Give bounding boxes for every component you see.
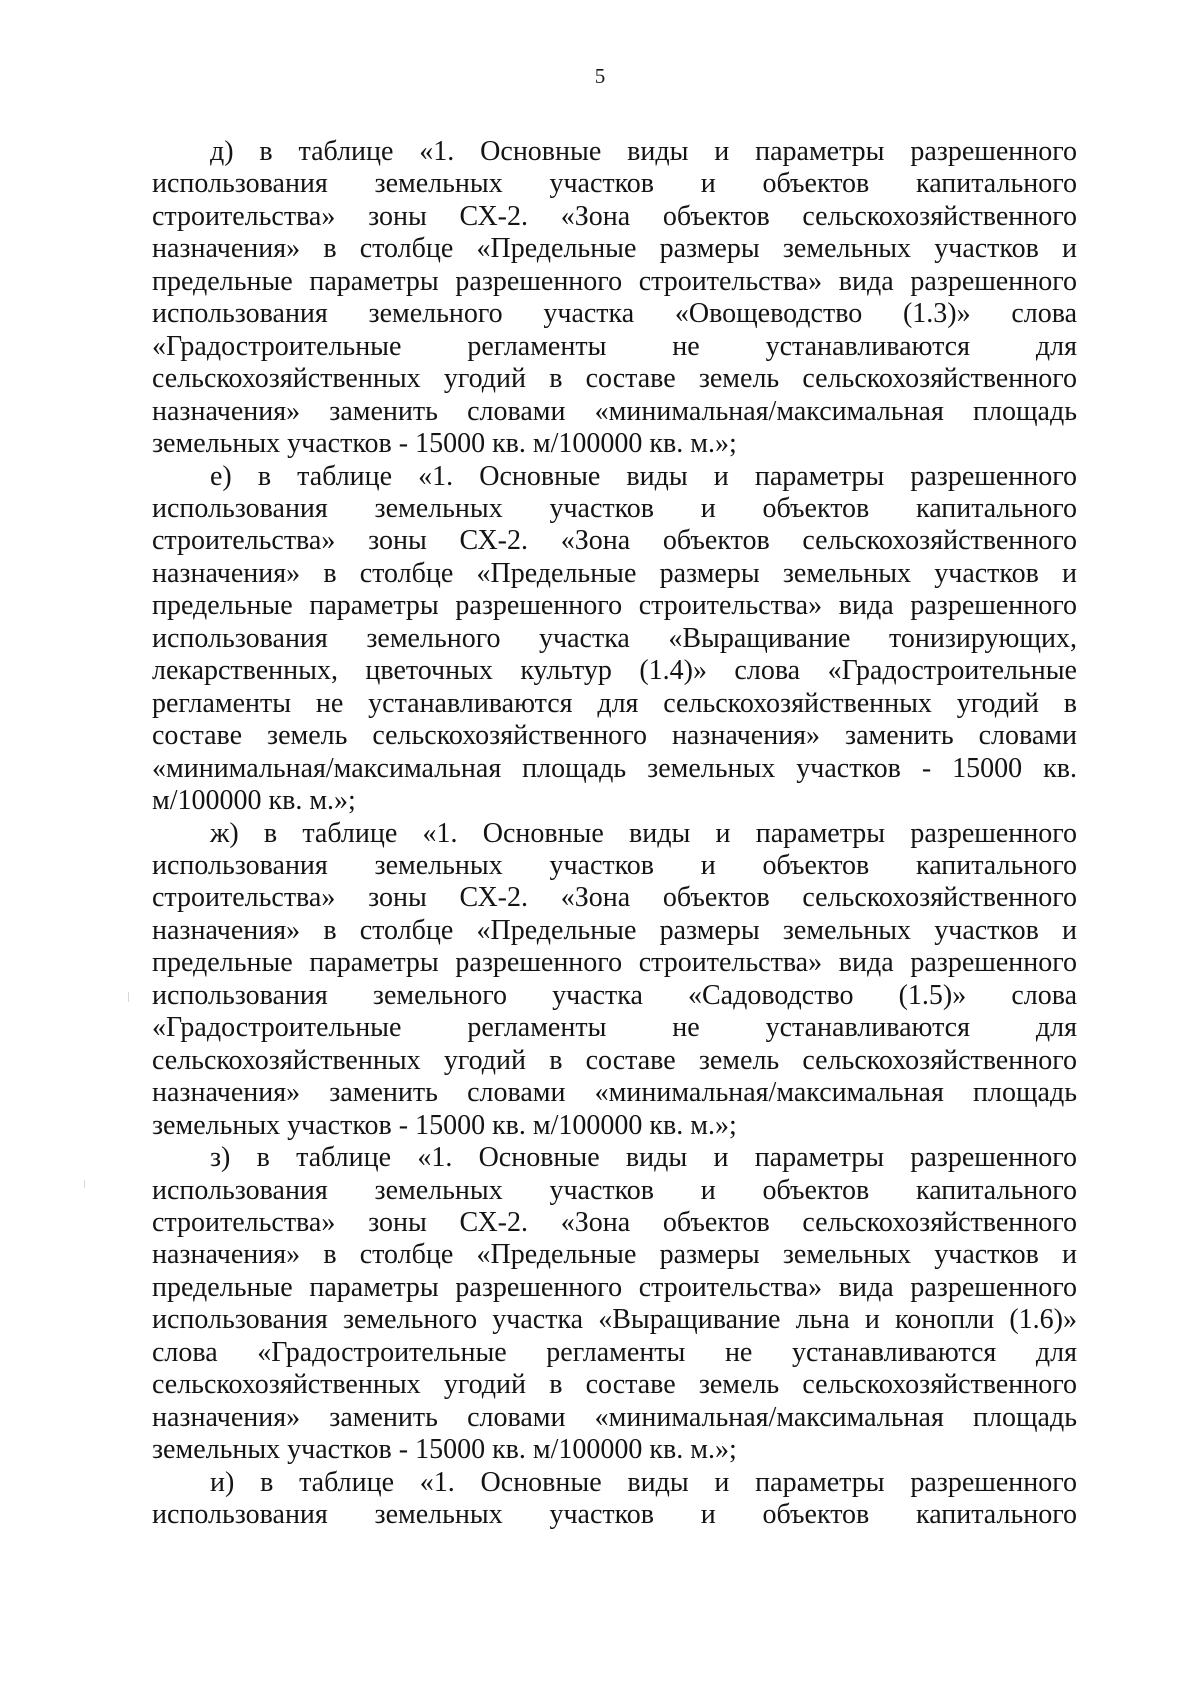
text-line: назначения» заменить словами «минимальная/максимальная площадь [152,1401,1077,1433]
text-line: сельскохозяйственных угодий в составе земель сельскохозяйственного [152,1044,1077,1076]
text-line: слова «Градостроительные регламенты не устанавливаются для [152,1336,1077,1368]
paragraph-e [152,461,1077,818]
text-line: назначения» в столбце «Предельные размеры земельных участков и [152,557,1077,589]
text-line: земельных участков - 15000 кв. м/100000 кв. м.»; [152,1109,737,1141]
text-line: «минимальная/максимальная площадь земельных участков - 15000 кв. [152,752,1077,784]
paragraph-d [152,136,1077,461]
text-line: строительства» зоны СХ-2. «Зона объектов сельскохозяйственного [152,1206,1077,1238]
text-line: составе земель сельскохозяйственного назначения» заменить словами [152,720,1077,752]
text-line: назначения» заменить словами «минимальная/максимальная площадь [152,1077,1077,1109]
scan-artifact [128,992,129,1002]
paragraph-zh [152,818,1077,1143]
page-number: 5 [594,64,606,88]
text-line: м/100000 кв. м.»; [152,785,356,817]
text-line: назначения» в столбце «Предельные размеры земельных участков и [152,914,1077,946]
text-line: строительства» зоны СХ-2. «Зона объектов сельскохозяйственного [152,525,1077,557]
text-line: земельных участков - 15000 кв. м/100000 кв. м.»; [152,428,737,460]
text-line: сельскохозяйственных угодий в составе земель сельскохозяйственного [152,1369,1077,1401]
text-line: земельных участков - 15000 кв. м/100000 кв. м.»; [152,1434,737,1466]
text-line: использования земельного участка «Садоводство (1.5)» слова [152,979,1077,1011]
text-line: сельскохозяйственных угодий в составе земель сельскохозяйственного [152,363,1077,395]
text-line: строительства» зоны СХ-2. «Зона объектов сельскохозяйственного [152,882,1077,914]
text-line: использования земельных участков и объектов капитального [152,492,1077,524]
scan-artifact [84,1180,85,1188]
text-line: предельные параметры разрешенного строительства» вида разрешенного [152,265,1077,297]
paragraph-z [152,1142,1077,1467]
text-line: лекарственных, цветочных культур (1.4)» слова «Градостроительные [152,655,1077,687]
text-line: использования земельных участков и объектов капитального [152,168,1077,200]
text-line: предельные параметры разрешенного строительства» вида разрешенного [152,947,1077,979]
text-line: использования земельного участка «Овощеводство (1.3)» слова [152,298,1077,330]
paragraph-i [152,1467,1077,1532]
text-line: регламенты не устанавливаются для сельскохозяйственных угодий в [152,687,1077,719]
text-line: строительства» зоны СХ-2. «Зона объектов сельскохозяйственного [152,200,1077,232]
text-line: ж) в таблице «1. Основные виды и параметры разрешенного [210,817,1077,849]
text-line: использования земельного участка «Выращивание льна и конопли (1.6)» [152,1304,1077,1336]
text-line: предельные параметры разрешенного строительства» вида разрешенного [152,1271,1077,1303]
text-line: использования земельного участка «Выращивание тонизирующих, [152,622,1077,654]
text-line: е) в таблице «1. Основные виды и параметры разрешенного [210,460,1077,492]
text-line: использования земельных участков и объектов капитального [152,1174,1077,1206]
text-line: назначения» в столбце «Предельные размеры земельных участков и [152,233,1077,265]
text-line: «Градостроительные регламенты не устанавливаются для [152,1012,1077,1044]
text-line: предельные параметры разрешенного строительства» вида разрешенного [152,590,1077,622]
text-line: использования земельных участков и объектов капитального [152,849,1077,881]
text-line: д) в таблице «1. Основные виды и параметры разрешенного [210,136,1077,167]
text-line: назначения» заменить словами «минимальная/максимальная площадь [152,395,1077,427]
text-line: «Градостроительные регламенты не устанавливаются для [152,330,1077,362]
text-line: назначения» в столбце «Предельные размеры земельных участков и [152,1239,1077,1271]
text-line: использования земельных участков и объектов капитального [152,1499,1077,1531]
text-line: з) в таблице «1. Основные виды и параметры разрешенного [210,1142,1077,1174]
document-body [152,136,1077,1531]
text-line: и) в таблице «1. Основные виды и параметры разрешенного [210,1466,1077,1498]
